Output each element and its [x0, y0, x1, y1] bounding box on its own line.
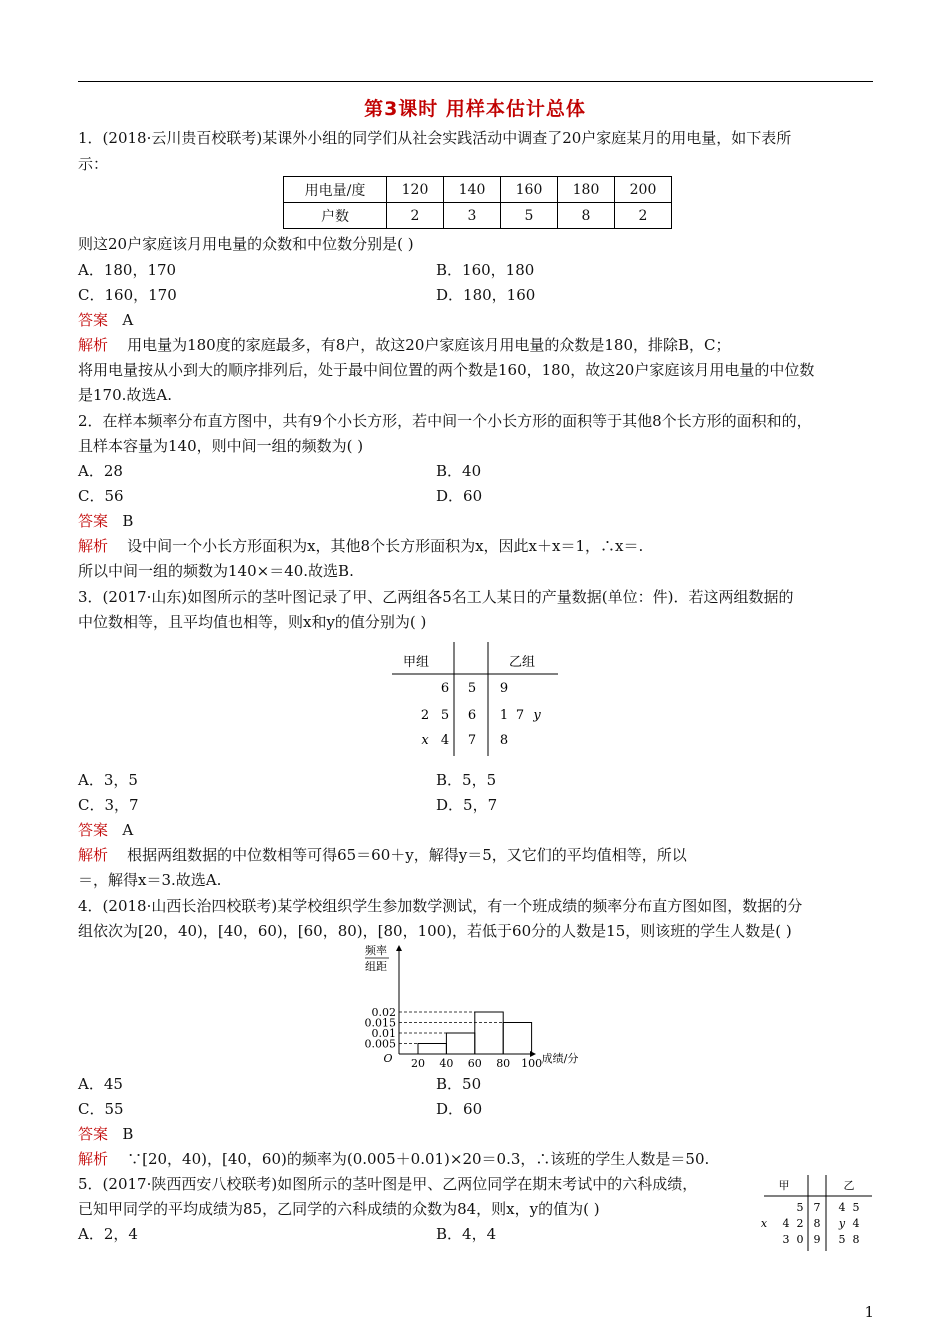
table-cell: 2 — [387, 203, 444, 229]
leaf-right: 7 — [515, 708, 525, 723]
q3-option-d: D．5，7 — [436, 796, 498, 814]
analysis-label: 解析 — [78, 336, 109, 354]
q3-analysis-line1 — [78, 845, 687, 865]
x-tick-label: 20 — [411, 1057, 425, 1070]
q1-stem-line2: 示： — [78, 155, 109, 173]
q2-stem-line1: 2．在样本频率分布直方图中，共有9个小长方形，若中间一个小长方形的面积等于其他8个长方形的面积和的， — [78, 412, 812, 430]
table-cell: 120 — [387, 177, 444, 203]
leaf-left: 5 — [796, 1201, 804, 1214]
q1-analysis-line3: 是170.故选A. — [78, 386, 172, 404]
analysis-text: 用电量为180度的家庭最多，有8户，故这20户家庭该月用电量的众数是180，排除B，C； — [127, 336, 731, 354]
table-cell: 2 — [615, 203, 672, 229]
table-row — [284, 203, 672, 229]
leaf-right: 5 — [838, 1233, 846, 1246]
q1-option-d: D．180，160 — [436, 286, 536, 304]
table-cell: 200 — [615, 177, 672, 203]
stem: 7 — [467, 733, 477, 748]
stem-leaf-right-header: 乙组 — [508, 655, 536, 670]
stem: 9 — [813, 1233, 821, 1246]
y-axis-label-top: 频率 — [365, 944, 387, 957]
table-cell: 180 — [558, 177, 615, 203]
histogram-bar — [475, 1012, 503, 1054]
top-rule — [78, 81, 873, 82]
q2-option-b: B．40 — [436, 462, 482, 480]
page-number: 1 — [864, 1303, 874, 1321]
q4-answer-line — [78, 1124, 133, 1144]
q5-option-b: B．4，4 — [436, 1225, 497, 1243]
q4-option-b: B．50 — [436, 1075, 482, 1093]
answer-label: 答案 — [78, 512, 109, 530]
stem-leaf-right-header: 乙 — [843, 1179, 855, 1192]
leaf-right: 5 — [852, 1201, 860, 1214]
q1-option-b: B．160，180 — [436, 261, 535, 279]
stem: 5 — [467, 681, 477, 696]
x-axis-label: 成绩/分 — [541, 1052, 579, 1065]
analysis-text: 根据两组数据的中位数相等可得65＝60＋y，解得y＝5，又它们的平均值相等，所以 — [127, 846, 687, 864]
q4-option-c: C．55 — [78, 1100, 124, 1118]
x-tick-label: 40 — [439, 1057, 454, 1070]
y-tick-label: 0.015 — [364, 1016, 396, 1030]
answer-value: A — [122, 821, 134, 839]
q2-analysis-line1 — [78, 536, 643, 556]
y-axis-label-bottom: 组距 — [365, 960, 387, 973]
analysis-text: 设中间一个小长方形面积为x，其他8个长方形面积为x，因此x＋x＝1，∴x＝. — [127, 537, 644, 555]
table-cell: 140 — [444, 177, 501, 203]
leaf-left: 6 — [440, 681, 450, 696]
q4-option-a: A．45 — [78, 1075, 123, 1093]
leaf-left: 3 — [782, 1233, 790, 1246]
table-header-usage: 用电量/度 — [284, 177, 387, 203]
table-header-households: 户数 — [284, 203, 387, 229]
y-tick-label: 0.01 — [371, 1027, 396, 1040]
leaf-right: 4 — [838, 1201, 846, 1214]
leaf-right: 9 — [499, 681, 509, 696]
leaf-right: 8 — [499, 733, 509, 748]
q1-option-c: C．160，170 — [78, 286, 177, 304]
q2-option-d: D．60 — [436, 487, 483, 505]
leaf-left: 2 — [420, 708, 430, 723]
table-row — [284, 177, 672, 203]
leaf-right: 4 — [852, 1217, 860, 1230]
q1-usage-table — [283, 176, 672, 229]
q1-option-a: A．180，170 — [78, 261, 177, 279]
q4-stem-line2: 组依次为[20，40)，[40，60)，[60，80)，[80，100)，若低于60分的人数是15，则该班的学生人数是( ) — [78, 922, 792, 940]
x-tick-label: 60 — [467, 1057, 482, 1070]
q3-option-b: B．5，5 — [436, 771, 497, 789]
answer-label: 答案 — [78, 821, 109, 839]
leaf-left: 4 — [440, 733, 450, 748]
answer-value: B — [122, 1125, 134, 1143]
q4-stem-line1: 4．(2018·山西长治四校联考)某学校组织学生参加数学测试，有一个班成绩的频率分布直方图如图，数据的分 — [78, 897, 803, 915]
q5-stem-leaf-plot — [756, 1173, 876, 1253]
q1-question: 则这20户家庭该月用电量的众数和中位数分别是( ) — [78, 235, 414, 253]
y-tick-label: 0.02 — [371, 1006, 396, 1019]
stem: 7 — [813, 1201, 821, 1214]
q1-answer-line — [78, 310, 133, 330]
leaf-left: 4 — [782, 1217, 790, 1230]
leaf-right: 8 — [852, 1233, 860, 1246]
q4-option-d: D．60 — [436, 1100, 483, 1118]
leaf-right: y — [533, 708, 541, 723]
origin-label: O — [383, 1052, 393, 1065]
stem: 6 — [467, 708, 477, 723]
leaf-left: x — [421, 733, 429, 748]
q1-analysis-line2: 将用电量按从小到大的顺序排列后，处于最中间位置的两个数是160，180，故这20户家庭该月用电量的中位数 — [78, 361, 815, 379]
q5-stem-line2: 已知甲同学的平均成绩为85，乙同学的六科成绩的众数为84，则x，y的值为( ) — [78, 1200, 600, 1218]
histogram-bar — [503, 1023, 531, 1055]
q2-option-c: C．56 — [78, 487, 124, 505]
y-tick-label: 0.005 — [364, 1037, 396, 1051]
stem: 8 — [813, 1217, 821, 1230]
table-cell: 160 — [501, 177, 558, 203]
analysis-label: 解析 — [78, 846, 109, 864]
stem-leaf-left-header: 甲组 — [402, 655, 430, 670]
leaf-right: y — [838, 1217, 846, 1230]
q3-answer-line — [78, 820, 133, 840]
leaf-right: 1 — [499, 708, 509, 723]
q3-option-a: A．3，5 — [78, 771, 138, 789]
q1-analysis-line1 — [78, 335, 731, 355]
analysis-label: 解析 — [78, 537, 109, 555]
analysis-label: 解析 — [78, 1150, 109, 1168]
leaf-left: x — [760, 1217, 768, 1230]
q4-analysis-line1 — [78, 1149, 709, 1169]
x-tick-label: 100 — [521, 1057, 543, 1070]
q2-option-a: A．28 — [78, 462, 123, 480]
q2-analysis-line2: 所以中间一组的频数为140×＝40.故选B. — [78, 562, 354, 580]
answer-value: A — [122, 311, 134, 329]
table-cell: 3 — [444, 203, 501, 229]
answer-label: 答案 — [78, 311, 109, 329]
histogram-bar — [446, 1033, 474, 1054]
q2-stem-line2: 且样本容量为140，则中间一组的频数为( ) — [78, 437, 364, 455]
x-tick-label: 80 — [496, 1057, 511, 1070]
q5-stem-line1: 5．(2017·陕西西安八校联考)如图所示的茎叶图是甲、乙两位同学在期末考试中的六科成绩， — [78, 1175, 698, 1193]
histogram-bar — [418, 1044, 446, 1055]
q3-analysis-line2: ＝，解得x＝3.故选A. — [78, 871, 222, 889]
leaf-left: 0 — [796, 1233, 804, 1246]
answer-label: 答案 — [78, 1125, 109, 1143]
q1-stem-line1: 1．(2018·云川贵百校联考)某课外小组的同学们从社会实践活动中调查了20户家庭某月的用电量，如下表所 — [78, 129, 792, 147]
table-cell: 5 — [501, 203, 558, 229]
leaf-left: 5 — [440, 708, 450, 723]
q5-option-a: A．2，4 — [78, 1225, 138, 1243]
q3-stem-leaf-plot — [388, 640, 563, 760]
analysis-text: ∵[20，40)，[40，60)的频率为(0.005＋0.01)×20＝0.3，∴该班的学生人数是＝50. — [127, 1150, 710, 1168]
q3-stem-line1: 3．(2017·山东)如图所示的茎叶图记录了甲、乙两组各5名工人某日的产量数据(单位：件)．若这两组数据的 — [78, 588, 794, 606]
q2-answer-line — [78, 511, 133, 531]
q4-frequency-histogram — [355, 942, 595, 1070]
leaf-left: 2 — [796, 1217, 804, 1230]
stem-leaf-left-header: 甲 — [778, 1179, 790, 1192]
q3-option-c: C．3，7 — [78, 796, 139, 814]
q3-stem-line2: 中位数相等，且平均值也相等，则x和y的值分别为( ) — [78, 613, 427, 631]
answer-value: B — [122, 512, 134, 530]
table-cell: 8 — [558, 203, 615, 229]
page-title: 第3课时 用样本估计总体 — [364, 98, 586, 120]
